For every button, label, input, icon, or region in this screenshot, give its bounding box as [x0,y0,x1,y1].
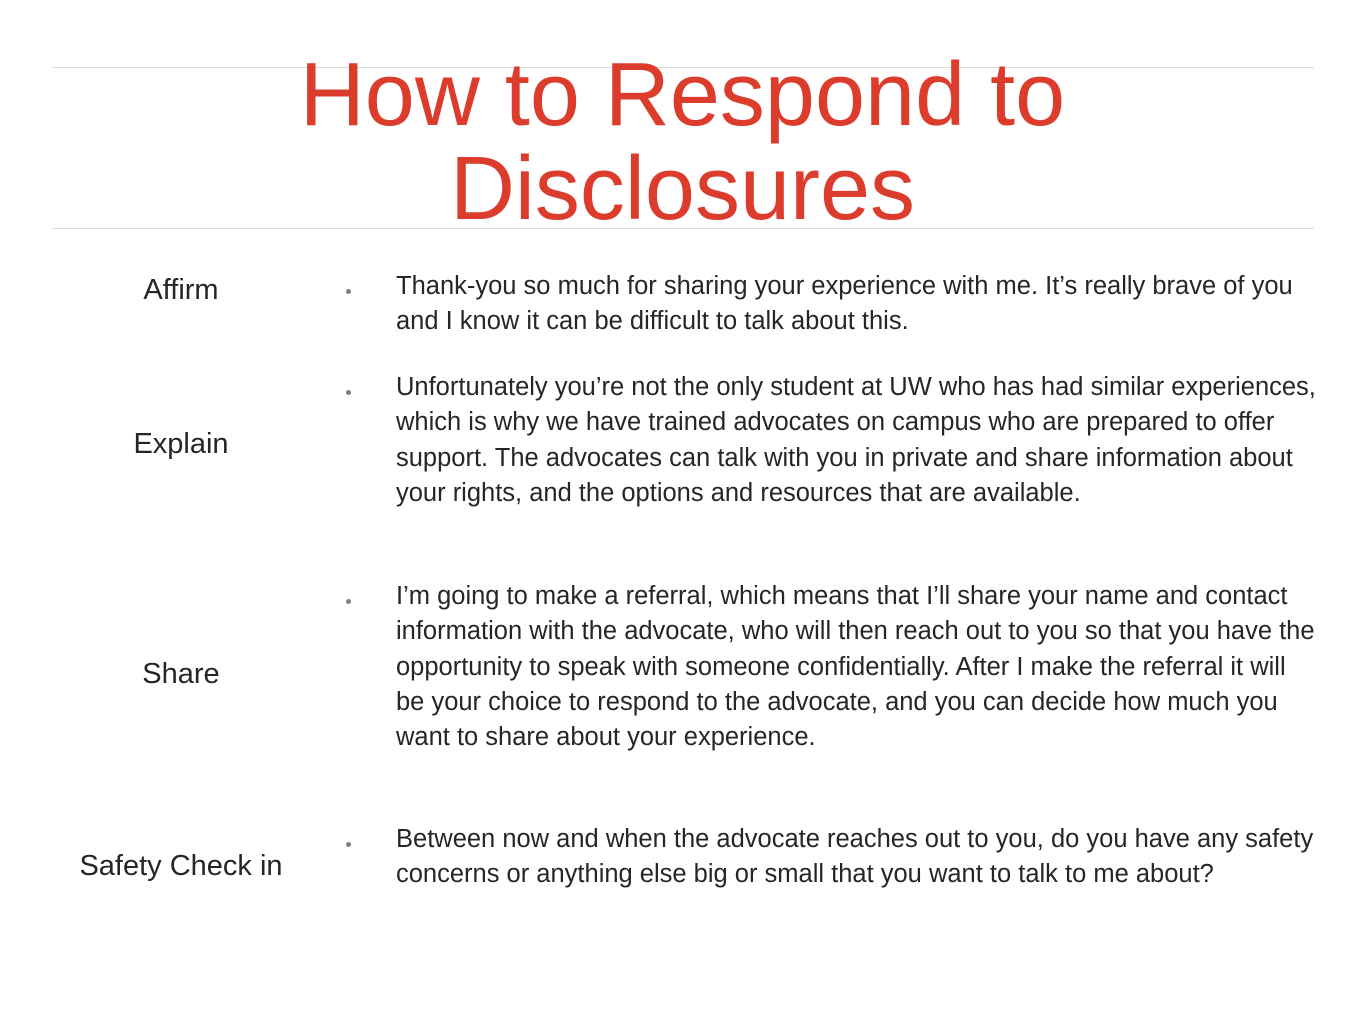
label-share: Share [142,658,220,690]
list-item-explain: Unfortunately you’re not the only student at UW who has had similar experiences, which is why we have trained advocates on campus who are prepared to offer support. The advocates can talk with you in private and share information about your rights, and the options and resources that are available. [396,373,1316,507]
bullet-dot-icon [346,599,351,604]
label-safety-check-in: Safety Check in [79,850,283,882]
list-item-safety-check-in: Between now and when the advocate reaches out to you, do you have any safety concerns or anything else big or small that you want to talk to me about? [396,825,1314,889]
slide-title [0,45,1365,239]
slide-title-line-2: Disclosures [449,139,916,239]
bullet-dot-icon [346,390,351,395]
bullet-dot-icon [346,842,351,847]
list-item-share: I’m going to make a referral, which means that I’ll share your name and contact information with the advocate, who will then reach out to you so that you have the opportunity to speak with someone confidentially. After I make the referral it will be your choice to respond to the advocate, and you can decide how much you want to share about your experience. [396,582,1315,752]
slide-title-line-1: How to Respond to [299,45,1066,145]
bullet-dot-icon [346,289,351,294]
label-explain: Explain [133,428,229,460]
label-affirm: Affirm [143,274,219,306]
list-item-affirm: Thank-you so much for sharing your experience with me. It’s really brave of you and I know it can be difficult to talk about this. [396,272,1293,336]
